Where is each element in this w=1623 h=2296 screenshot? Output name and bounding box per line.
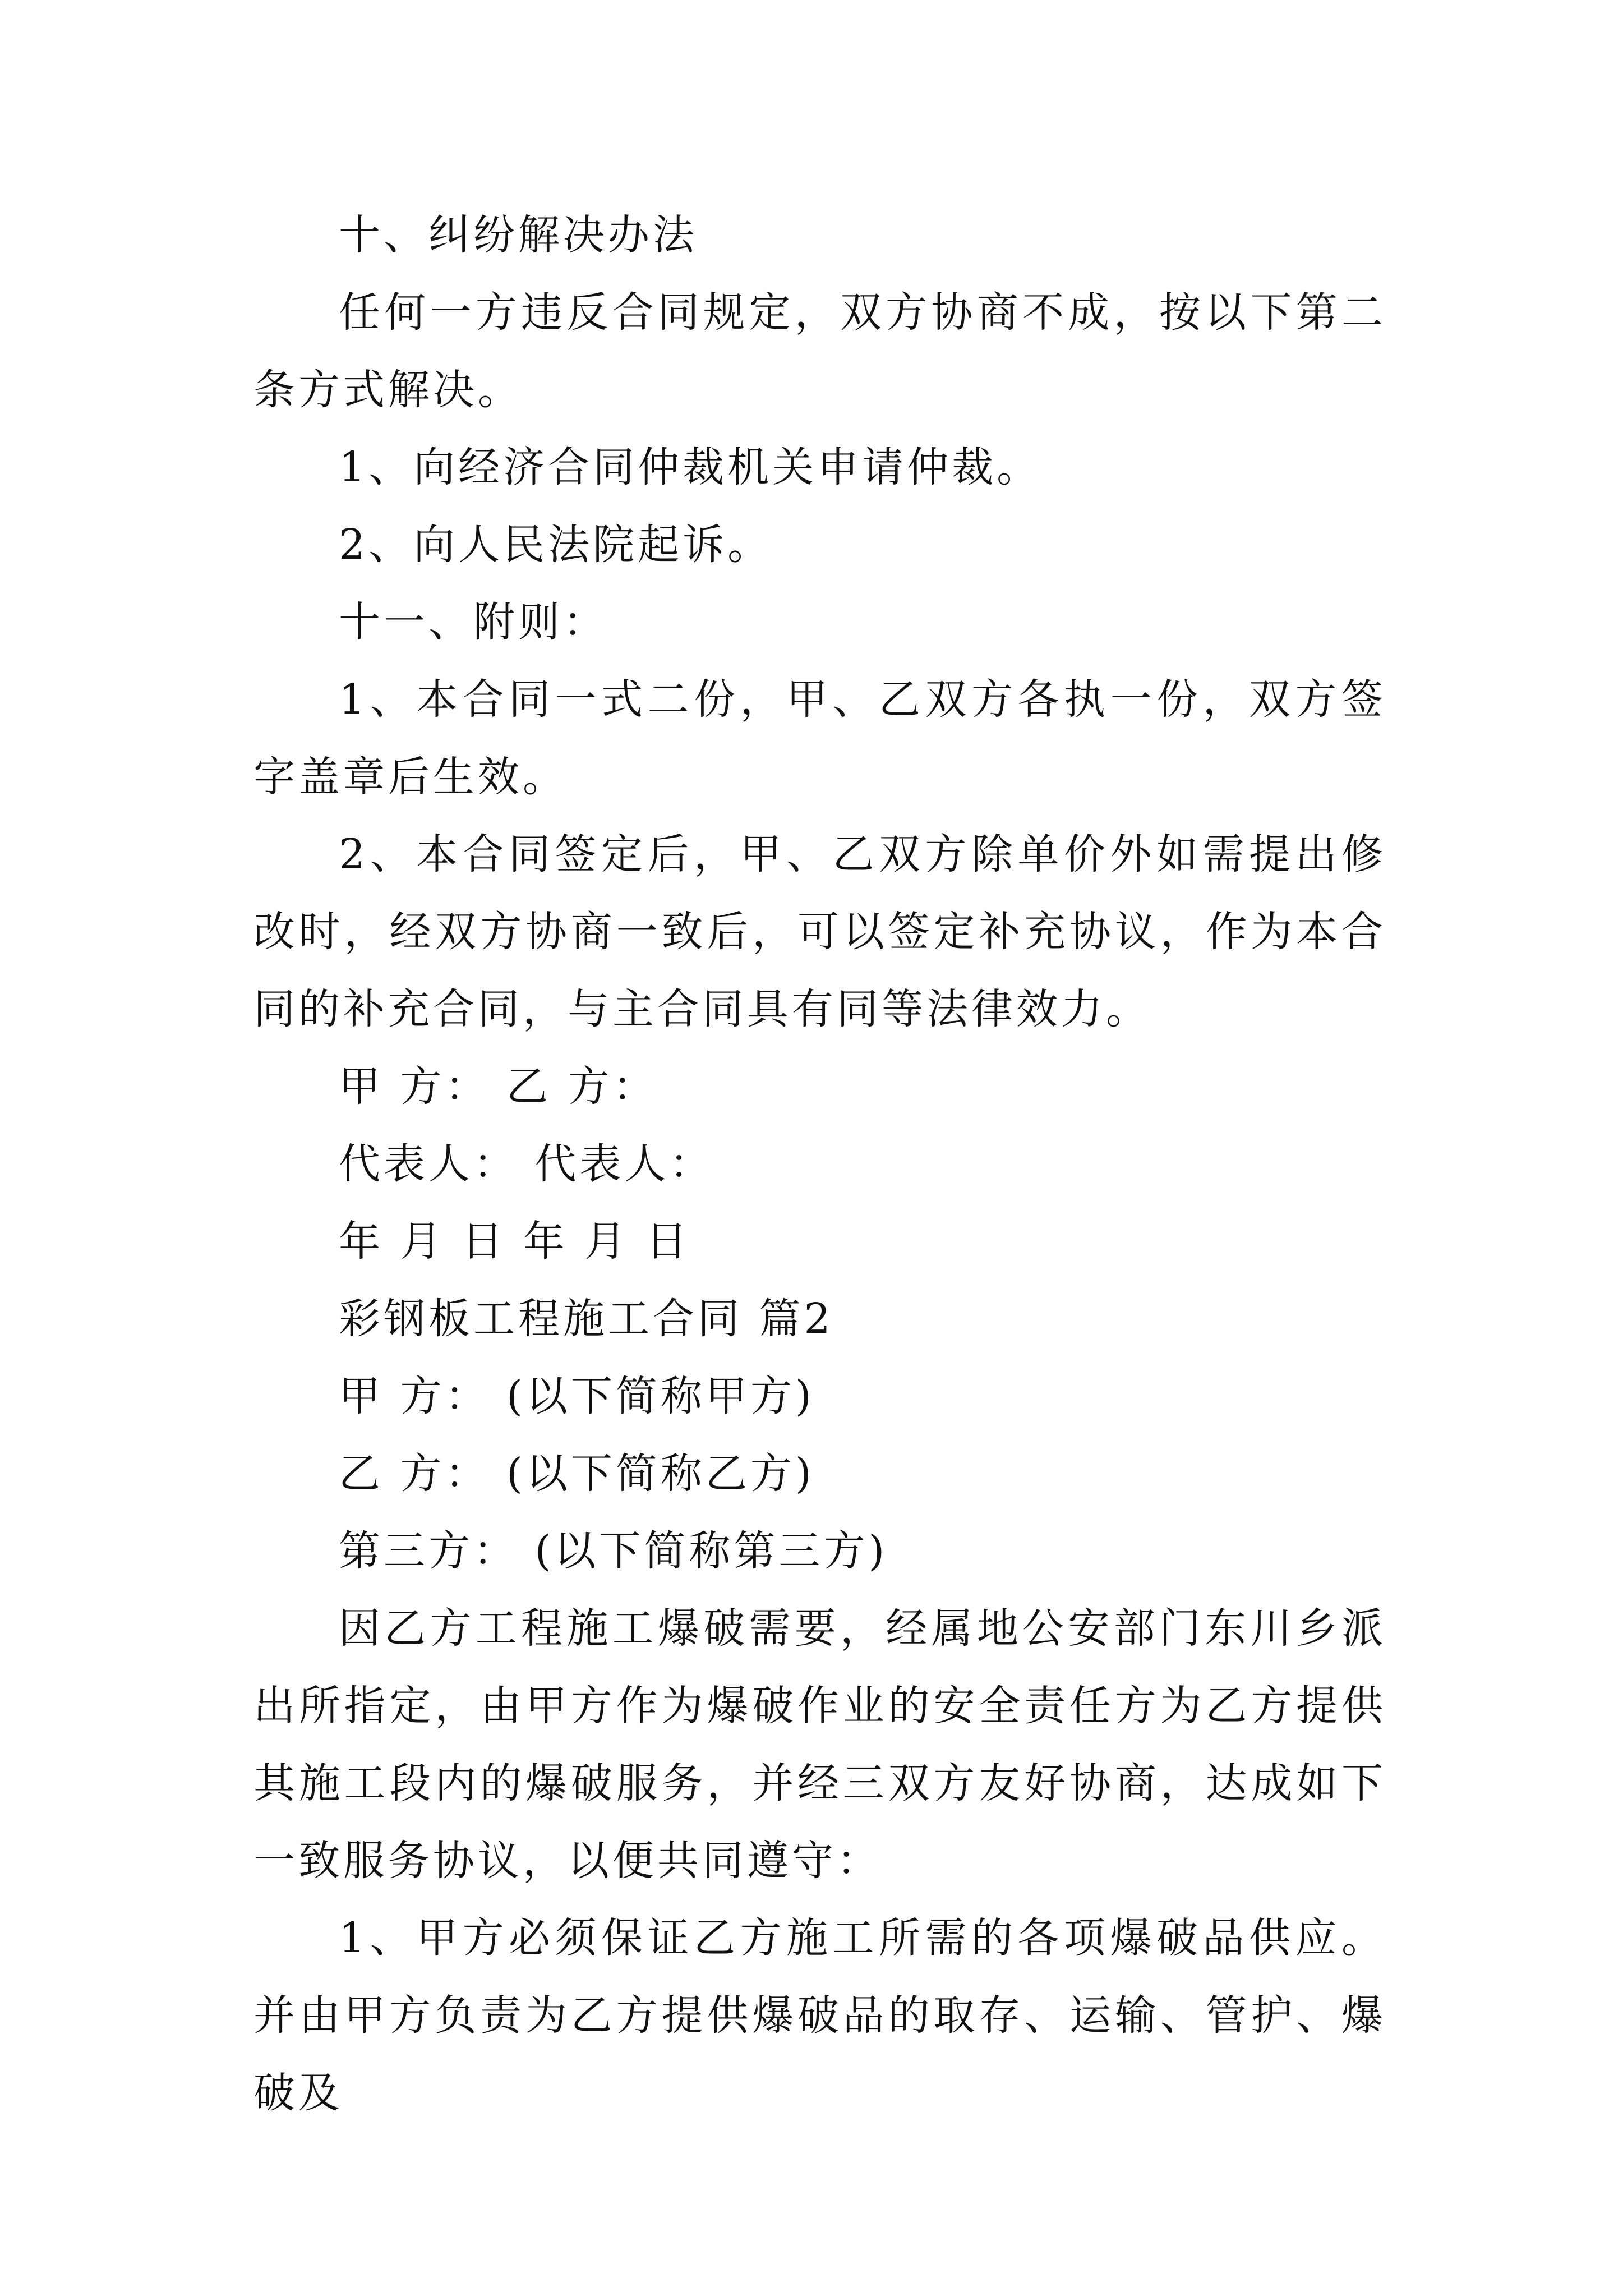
- list-item-blasting-supply: 1、甲方必须保证乙方施工所需的各项爆破品供应。并由甲方负责为乙方提供爆破品的取存、运输、管护、爆破及: [253, 1914, 1386, 2117]
- document-body: [253, 196, 1386, 2132]
- paragraph-agreement-purpose: 因乙方工程施工爆破需要，经属地公安部门东川乡派出所指定，由甲方作为爆破作业的安全责任方为乙方提供其施工段内的爆破服务，并经三双方友好协商，达成如下一致服务协议，以便共同遵守：: [253, 1604, 1386, 1885]
- list-item-copies: 1、本合同一式二份，甲、乙双方各执一份，双方签字盖章后生效。: [253, 675, 1386, 801]
- party-a-line: 甲 方： (以下简称甲方): [339, 1372, 815, 1420]
- section-heading-dispute-resolution: 十、纠纷解决办法: [339, 211, 698, 259]
- contract-title-part-2: 彩钢板工程施工合同 篇2: [339, 1295, 834, 1343]
- section-heading-supplementary-provisions: 十一、附则：: [339, 598, 608, 646]
- signature-dates: 年 月 日 年 月 日: [339, 1217, 691, 1266]
- paragraph-dispute-method: 任何一方违反合同规定，双方协商不成，按以下第二条方式解决。: [253, 288, 1386, 414]
- list-item-arbitration: 1、向经济合同仲裁机关申请仲裁。: [339, 443, 1042, 491]
- party-b-line: 乙 方： (以下简称乙方): [339, 1450, 815, 1498]
- list-item-amendments: 2、本合同签定后，甲、乙双方除单价外如需提出修改时，经双方协商一致后，可以签定补充协议，作为本合同的补充合同，与主合同具有同等法律效力。: [253, 830, 1386, 1033]
- signature-representatives: 代表人： 代表人：: [339, 1140, 714, 1188]
- list-item-lawsuit: 2、向人民法院起诉。: [339, 521, 773, 569]
- third-party-line: 第三方： (以下简称第三方): [339, 1527, 888, 1575]
- signature-parties: 甲 方： 乙 方：: [339, 1062, 658, 1111]
